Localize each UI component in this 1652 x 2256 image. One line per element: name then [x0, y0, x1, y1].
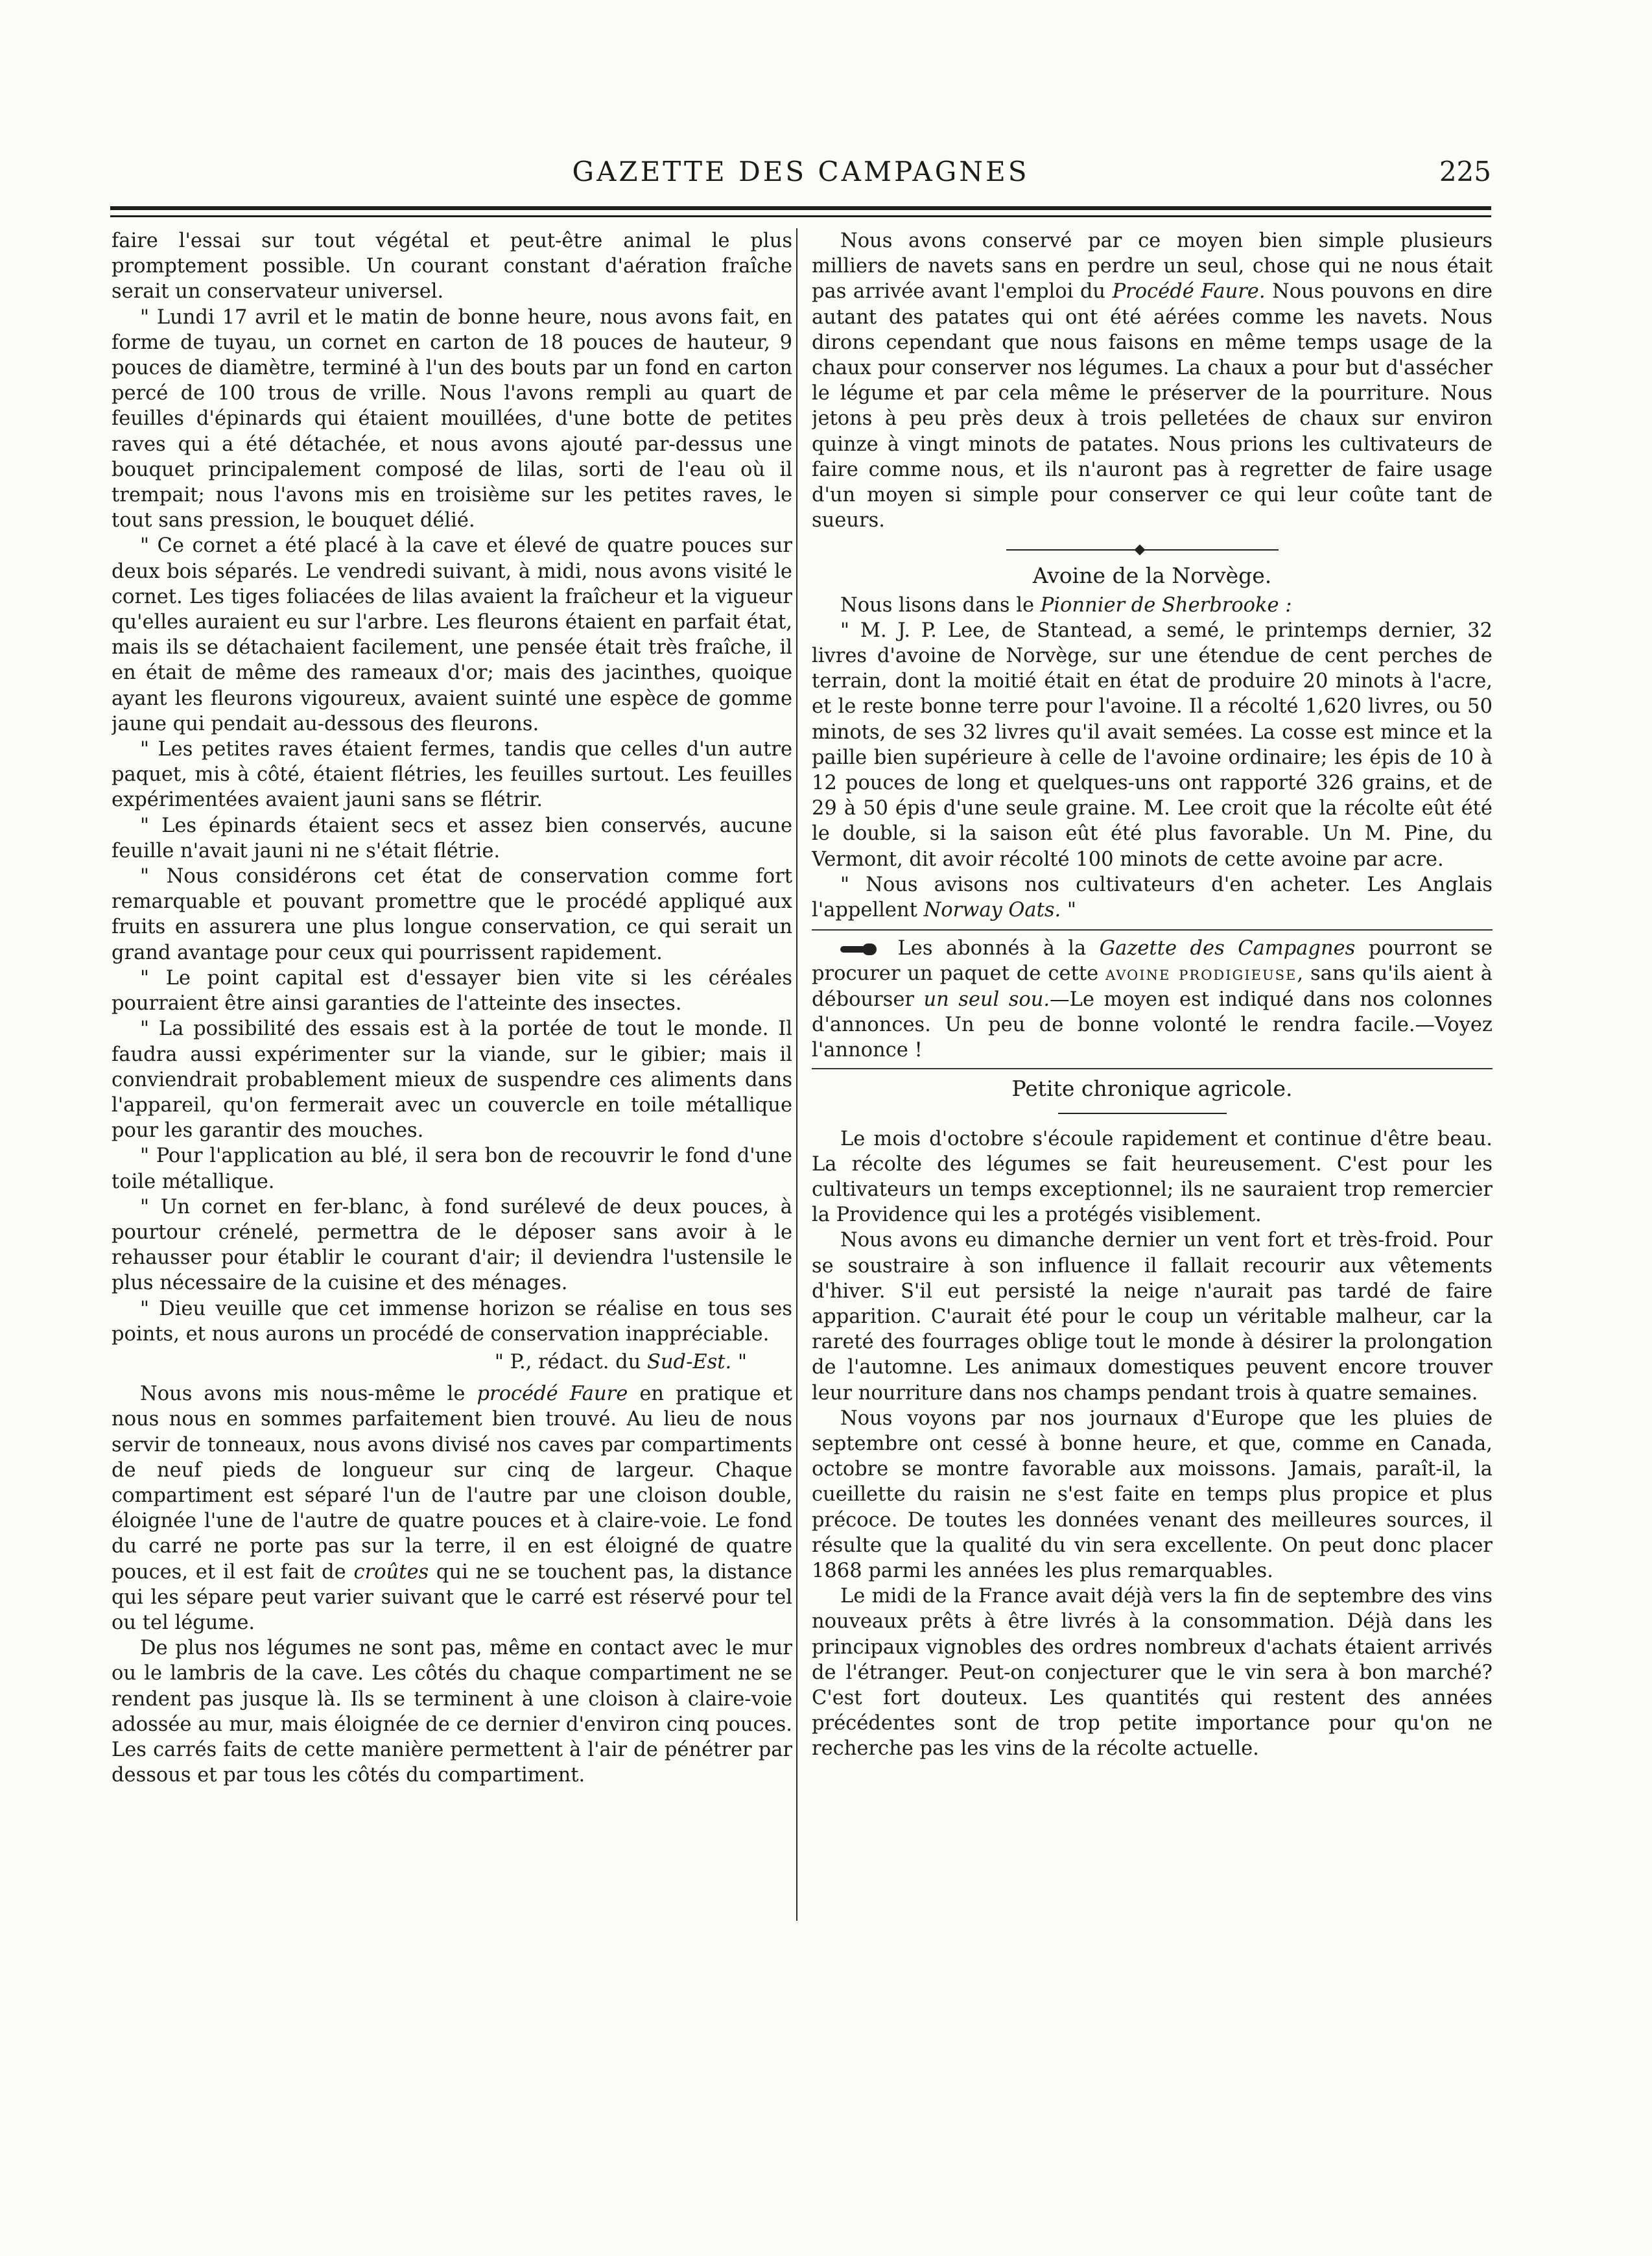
left-column	[112, 228, 792, 1979]
paragraph: " Lundi 17 avril et le matin de bonne heure, nous avons fait, en forme de tuyau, un cornet en carton de 18 pouces de hauteur, 9 pouces de diamètre, terminé à l'un des bouts par un fond en carton percé de 100 trous de vrille. Nous l'avons rempli au quart de feuilles d'épinards qui étaient mouillées, d'une botte de petites raves qui a été détachée, et nous avons ajouté par-dessus une bouquet principalement composé de lilas, sorti de l'eau où il trempait; nous l'avons mis en troisième sur les petites raves, le tout sans pression, le bouquet délié.	[112, 305, 792, 532]
right-column	[812, 228, 1493, 1979]
paragraph: De plus nos légumes ne sont pas, même en contact avec le mur ou le lambris de la cave. Les côtés du chaque compartiment ne se rendent pas jusque là. Ils se terminent à une cloison à claire-voie adossée au mur, mais éloignée de ce dernier d'environ cinq pouces. Les carrés faits de cette manière permettent à l'air de pénétrer par dessous et par tous les côtés du compartiment.	[112, 1637, 792, 1787]
publication-title: GAZETTE DES CAMPAGNES	[572, 156, 1030, 187]
text-run: "	[1061, 899, 1076, 922]
text-run: " Nous avisons nos cultivateurs d'en acheter. Les Anglais l'appellent	[812, 873, 1493, 922]
paragraph	[812, 936, 1493, 1063]
section-separator	[812, 542, 1493, 558]
paragraph: " Dieu veuille que cet immense horizon se réalise en tous ses points, et nous aurons un procédé de conservation inappréciable.	[112, 1297, 792, 1346]
paragraph: " Pour l'application au blé, il sera bon de recouvrir le fond d'une toile métallique.	[112, 1145, 792, 1193]
text-run: Nous avons conservé par ce moyen bien simple plusieurs milliers de navets sans en perdre un seul, chose qui ne nous était pas arrivée avant l'emploi du	[812, 230, 1493, 303]
text-run: Nous avons mis nous-même le	[140, 1383, 477, 1406]
text-run-italic: procédé Faure	[477, 1383, 628, 1406]
section-heading: Petite chronique agricole.	[1011, 1076, 1293, 1102]
paragraph	[812, 228, 1493, 533]
text-run-italic: un seul sou.	[923, 988, 1050, 1011]
section-heading: Avoine de la Norvège.	[1032, 563, 1272, 589]
page-number: 225	[1439, 156, 1491, 187]
text-run-italic: croûtes	[353, 1560, 429, 1584]
text-run: Nous lisons dans le	[840, 593, 1041, 617]
paragraph	[812, 872, 1493, 923]
text-run: qui ne se touchent pas, la distance qui les sépare peut varier suivant que le carré est réservé pour tel ou tel légume.	[112, 1560, 792, 1634]
paragraph: Nous avons eu dimanche dernier un vent fort et très-froid. Pour se soustraire à son influence il fallait recourir aux vêtements d'hiver. S'il eut persisté la neige n'aurait pas tardé de faire apparition. C'aurait été pour le coup un véritable malheur, car la rareté des fourrages oblige tout le monde à désirer la prolongation de l'automne. Les animaux domestiques peuvent encore trouver leur nourriture dans nos champs pendant trois à quatre semaines.	[812, 1229, 1493, 1405]
header-rule-thin	[110, 215, 1491, 217]
text-run-italic: Norway Oats.	[923, 899, 1061, 922]
paragraph: faire l'essai sur tout végétal et peut-être animal le plus promptement possible. Un courant constant d'aération fraîche serait un conservateur universel.	[112, 230, 792, 303]
text-run-smallcaps: avoine prodigieuse	[1105, 962, 1297, 986]
paragraph: " Les épinards étaient secs et assez bien conservés, aucune feuille n'avait jauni ni ne s'était flétrie.	[112, 814, 792, 862]
column-divider	[796, 228, 797, 1921]
text-run: pourront se procurer un paquet de cette	[812, 937, 1493, 986]
paragraph: " Un cornet en fer-blanc, à fond surélevé de deux pouces, à pourtour crénelé, permettra de le déposer sans avoir à le rehausser pour établir le courant d'air; il deviendra l'ustensile le plus nécessaire de la cuisine et des ménages.	[112, 1195, 792, 1295]
subscriber-notice	[812, 929, 1493, 1069]
header-rule-thick	[110, 206, 1491, 210]
paragraph: " Ce cornet a été placé à la cave et élevé de quatre pouces sur deux bois séparés. Le vendredi suivant, à midi, nous avons visité le cornet. Les tiges foliacées de lilas avaient la fraîcheur et la vigueur qu'elles auraient eu sur l'arbre. Les fleurons étaient en parfait état, mais ils se détachaient facilement, une pensée était très fraîche, il en était de même des rameaux d'or; mais des jacinthes, quoique ayant les fleurons vigoureux, avaient suinté une espèce de gomme jaune qui pendait au-dessous des fleurons.	[112, 534, 792, 735]
text-run: —Le moyen est indiqué dans nos colonnes d'annonces. Un peu de bonne volonté le rendra facile.—Voyez l'annonce !	[812, 988, 1493, 1062]
paragraph: " La possibilité des essais est à la portée de tout le monde. Il faudra aussi expérimenter sur la viande, sur le gibier; mais il conviendrait probablement mieux de suspendre ces aliments dans l'appareil, qu'on fermerait avec un couvercle en toile métallique pour les garantir des mouches.	[112, 1017, 792, 1143]
paragraph: " Les petites raves étaient fermes, tandis que celles d'un autre paquet, mis à côté, étaient flétries, les feuilles surtout. Les feuilles expérimentées avaient jauni sans se flétrir.	[112, 738, 792, 812]
text-run-italic: Pionnier de Sherbrooke :	[1040, 593, 1292, 617]
signature-prefix: " P., rédact. du	[494, 1350, 648, 1373]
signature	[112, 1349, 792, 1375]
paragraph: Nous voyons par nos journaux d'Europe que les pluies de septembre ont cessé à bonne heure, et que, comme en Canada, octobre se montre favorable aux moissons. Jamais, paraît-il, la cueillette du raisin ne s'est faite en temps plus propice et plus précoce. De toutes les données venant des meilleures sources, il résulte que la qualité du vin sera excellente. On peut donc placer 1868 parmi les années les plus remarquables.	[812, 1407, 1493, 1582]
text-run: , sans qu'ils aient à débourser	[812, 962, 1493, 1011]
paragraph: " M. J. P. Lee, de Stantead, a semé, le printemps dernier, 32 livres d'avoine de Norvège, sur une étendue de cent perches de terrain, dont la moitié était en état de produire 20 minots à l'acre, et le reste bonne terre pour l'avoine. Il a récolté 1,620 livres, ou 50 minots, de ses 32 livres qu'il avait semées. La cosse est mince et la paille bien supérieure à celle de l'avoine ordinaire; les épis de 10 à 12 pouces de long et quelques-uns ont rapporté 326 grains, et de 29 à 50 épis d'une seule graine. M. Lee croit que la récolte eût été le double, si la saison eût été plus favorable. Un M. Pine, du Vermont, dit avoir récolté 100 minots de cette avoine par acre.	[812, 619, 1493, 871]
paragraph	[112, 1381, 792, 1635]
text-run: Les abonnés à la	[884, 937, 1100, 960]
signature-paper: Sud-Est.	[647, 1350, 732, 1373]
text-run-italic: Gazette des Campagnes	[1099, 937, 1356, 960]
paragraph: Le midi de la France avait déjà vers la fin de septembre des vins nouveaux prêts à être livrés à la consommation. Déjà dans les principaux vignobles des ordres nombreux d'achats étaient arrivés de l'étranger. Peut-on conjecturer que le vin sera à bon marché? C'est fort douteux. Les quantités qui restent des années précédentes sont de trop petite importance pour qu'on ne recherche pas les vins de la récolte actuelle.	[812, 1585, 1493, 1761]
paragraph: Le mois d'octobre s'écoule rapidement et continue d'être beau. La récolte des légumes se fait heureusement. C'est pour les cultivateurs un temps exceptionnel; ils ne sauraient trop remercier la Providence qui les a protégés visiblement.	[812, 1127, 1493, 1227]
section-separator	[812, 1106, 1493, 1121]
page-header	[110, 156, 1491, 195]
paragraph: " Le point capital est d'essayer bien vite si les céréales pourraient être ainsi garanties de l'atteinte des insectes.	[112, 966, 792, 1015]
paragraph: " Nous considérons cet état de conservation comme fort remarquable et pouvant promettre que le procédé appliqué aux fruits en assurera une plus longue conservation, ce qui serait un grand avantage pour ceux qui pourrissent rapidement.	[112, 865, 792, 964]
signature-suffix: "	[731, 1350, 747, 1373]
paragraph	[812, 593, 1493, 618]
text-run-italic: Procédé Faure.	[1112, 280, 1266, 303]
pointing-hand-icon	[840, 942, 879, 956]
text-run: en pratique et nous nous en sommes parfaitement bien trouvé. Au lieu de nous servir de tonneaux, nous avons divisé nos caves par compartiments de neuf pieds de longueur sur cinq de largeur. Chaque compartiment est séparé l'un de l'autre par une cloison double, éloignée l'une de l'autre de quatre pouces et à claire-voie. Le fond du carré ne porte pas sur la terre, il en est éloigné de quatre pouces, et il est fait de	[112, 1383, 792, 1584]
text-run: Nous pouvons en dire autant des patates qui ont été aérées comme les navets. Nous dirons cependant que nous faisons en même temps usage de la chaux pour conserver nos légumes. La chaux a pour but d'assécher le légume et par cela même le préserver de la pourriture. Nous jetons à peu près deux à trois pelletées de chaux sur environ quinze à vingt minots de patates. Nous prions les cultivateurs de faire comme nous, et ils n'auront pas à regretter de faire usage d'un moyen si simple pour conserver ce qui leur coûte tant de sueurs.	[812, 280, 1493, 532]
